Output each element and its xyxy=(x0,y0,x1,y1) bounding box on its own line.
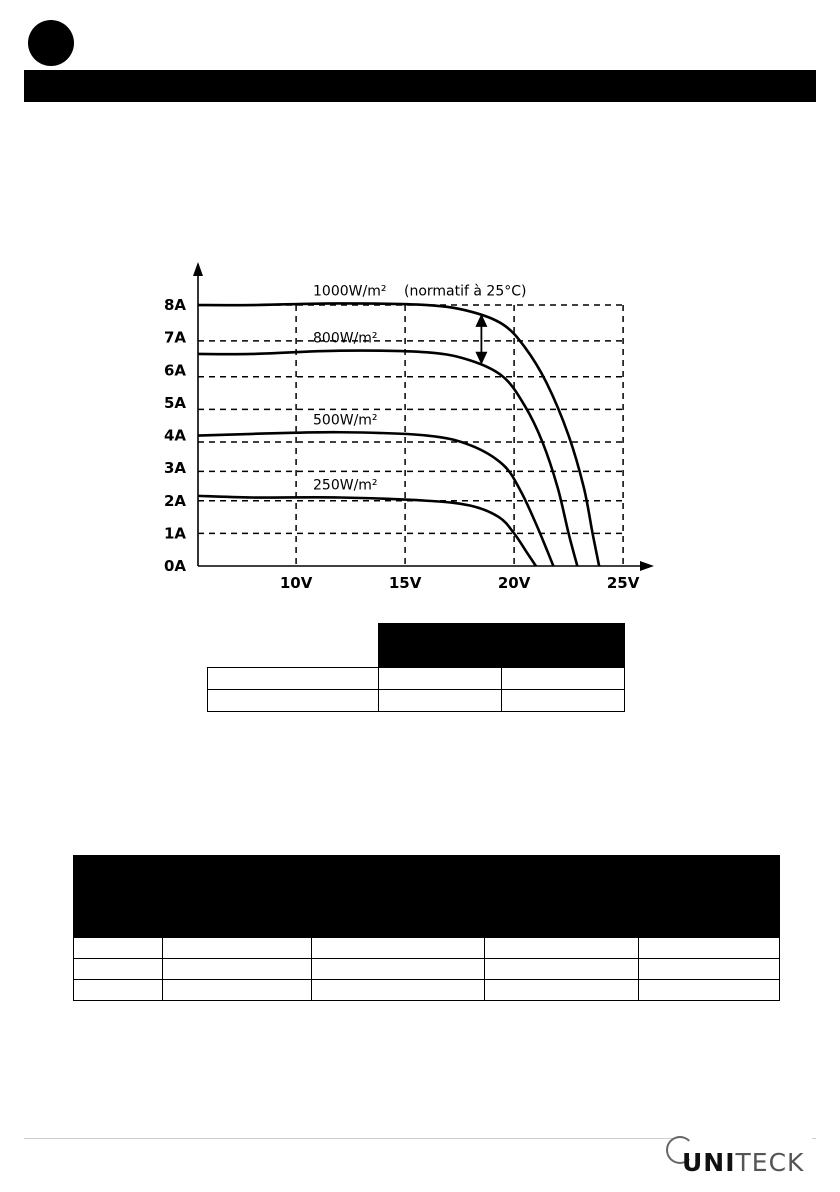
y-tick-label: 5A xyxy=(163,393,186,412)
table-1-header-cell xyxy=(378,624,501,668)
table-cell xyxy=(163,980,312,1001)
table-cell xyxy=(639,980,780,1001)
y-axis-arrowhead xyxy=(193,262,203,276)
x-tick-label: 20V xyxy=(497,574,531,592)
table-row xyxy=(208,668,625,690)
table-row xyxy=(74,938,780,959)
table-cell xyxy=(163,959,312,980)
x-tick-label: 15V xyxy=(388,574,422,592)
table-cell xyxy=(312,959,485,980)
series-note: (normatif à 25°C) xyxy=(404,283,527,300)
table-row xyxy=(208,690,625,712)
table-cell xyxy=(501,668,624,690)
y-tick-label: 0A xyxy=(163,557,186,575)
y-tick-label: 2A xyxy=(163,491,186,510)
y-tick-label: 3A xyxy=(163,459,186,478)
y-tick-label: 7A xyxy=(163,328,186,347)
y-tick-label: 6A xyxy=(163,361,186,380)
table-cell xyxy=(208,690,379,712)
iv-curve-chart xyxy=(150,250,670,600)
uniteck-logo xyxy=(666,1136,816,1180)
header-band xyxy=(24,70,816,102)
table-cell xyxy=(501,690,624,712)
y-tick-label: 8A xyxy=(163,296,186,315)
table-cell xyxy=(312,980,485,1001)
x-tick-label: 25V xyxy=(606,574,640,592)
x-tick-label: 10V xyxy=(279,574,313,592)
table-cell xyxy=(378,690,501,712)
table-2-header-cell xyxy=(639,856,780,938)
table-row xyxy=(74,959,780,980)
table-2-header-cell xyxy=(163,856,312,938)
table-cell xyxy=(163,938,312,959)
footer-divider xyxy=(24,1138,674,1139)
table-2-header-cell xyxy=(74,856,163,938)
table-1-corner xyxy=(208,624,379,668)
table-cell xyxy=(74,959,163,980)
series-label: 1000W/m² xyxy=(313,283,387,300)
y-tick-label: 4A xyxy=(163,426,186,445)
series-label: 250W/m² xyxy=(313,477,378,494)
table-2-header-cell xyxy=(312,856,485,938)
y-tick-label: 1A xyxy=(163,524,186,543)
logo-text: UNITECK xyxy=(682,1148,805,1177)
table-cell xyxy=(639,959,780,980)
section-badge xyxy=(28,20,74,66)
table-2 xyxy=(73,855,780,1001)
table-2-header-cell xyxy=(485,856,639,938)
table-cell xyxy=(74,938,163,959)
table-cell xyxy=(74,980,163,1001)
table-1 xyxy=(207,623,625,712)
table-cell xyxy=(485,938,639,959)
table-1-header-cell xyxy=(501,624,624,668)
table-cell xyxy=(208,668,379,690)
table-2-header-row xyxy=(74,856,780,938)
table-cell xyxy=(485,959,639,980)
x-axis-arrowhead xyxy=(640,561,654,571)
table-cell xyxy=(639,938,780,959)
table-cell xyxy=(312,938,485,959)
table-row xyxy=(74,980,780,1001)
series-label: 800W/m² xyxy=(313,330,378,347)
table-cell xyxy=(485,980,639,1001)
table-1-header-row xyxy=(208,624,625,668)
iv-curve-3 xyxy=(198,496,536,566)
series-label: 500W/m² xyxy=(313,412,378,429)
table-cell xyxy=(378,668,501,690)
